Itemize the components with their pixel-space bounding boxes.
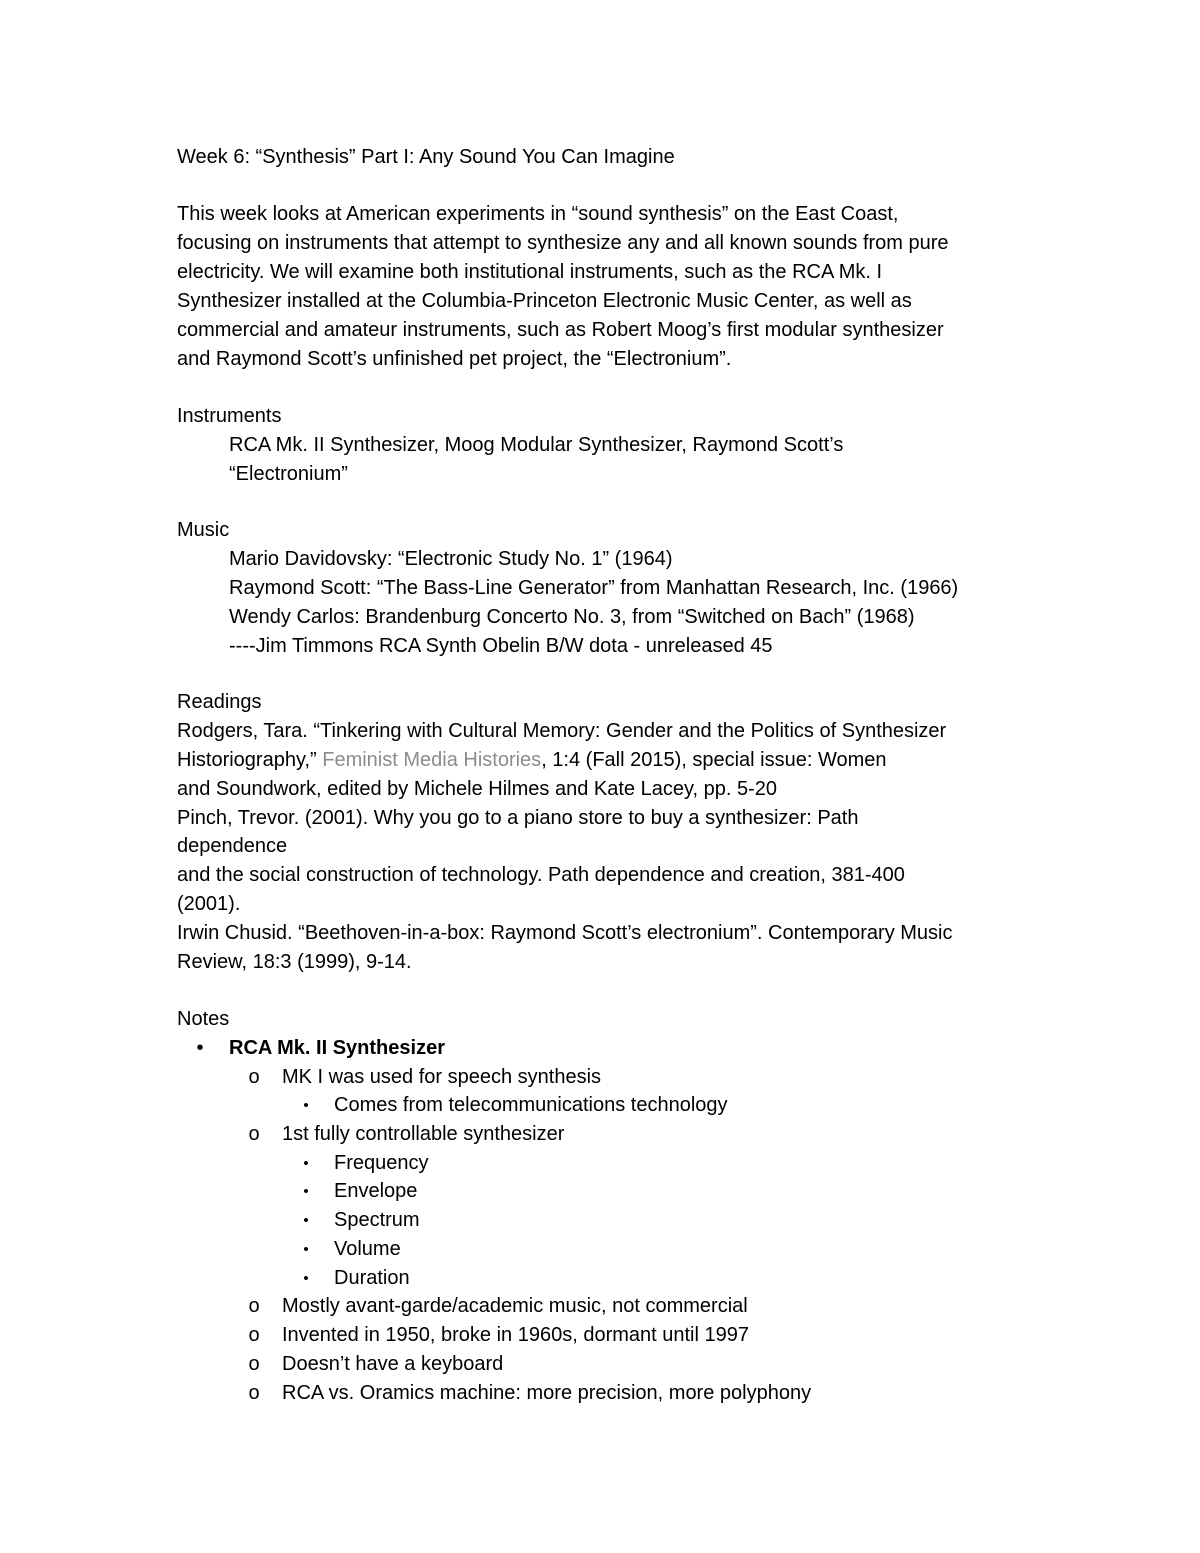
circle-bullet-icon: o	[248, 1066, 260, 1088]
music-line-4: ----Jim Timmons RCA Synth Obelin B/W dota - unreleased 45	[229, 635, 773, 657]
small-bullet-icon: •	[303, 1183, 309, 1200]
intro-line-1: This week looks at American experiments in “sound synthesis” on the East Coast,	[177, 203, 899, 225]
music-heading: Music	[177, 519, 230, 541]
reading-line-4: Pinch, Trevor. (2001). Why you go to a piano store to buy a synthesizer: Path	[177, 807, 859, 829]
notes-heading: Notes	[177, 1008, 230, 1030]
intro-line-2: focusing on instruments that attempt to synthesize any and all known sounds from pure	[177, 232, 949, 254]
notes-sub-2-child-4: Volume	[334, 1238, 401, 1260]
notes-sub-2: 1st fully controllable synthesizer	[282, 1123, 565, 1145]
circle-bullet-icon: o	[248, 1382, 260, 1404]
instruments-line-2: “Electronium”	[229, 463, 348, 485]
notes-item: RCA Mk. II Synthesizer	[229, 1037, 445, 1059]
notes-sub-4: Invented in 1950, broke in 1960s, dormant until 1997	[282, 1324, 749, 1346]
small-bullet-icon: •	[303, 1241, 309, 1258]
music-line-2: Raymond Scott: “The Bass-Line Generator” from Manhattan Research, Inc. (1966)	[229, 577, 959, 599]
circle-bullet-icon: o	[248, 1353, 260, 1375]
notes-sub-1-child-1: Comes from telecommunications technology	[334, 1094, 728, 1116]
instruments-heading: Instruments	[177, 405, 282, 427]
small-bullet-icon: •	[303, 1270, 309, 1287]
journal-link[interactable]: Feminist Media Histories	[322, 749, 542, 771]
reading-line-1: Rodgers, Tara. “Tinkering with Cultural Memory: Gender and the Politics of Synthesizer	[177, 720, 947, 742]
instruments-line-1: RCA Mk. II Synthesizer, Moog Modular Synthesizer, Raymond Scott’s	[229, 434, 844, 456]
bullet-icon: •	[196, 1037, 204, 1059]
small-bullet-icon: •	[303, 1155, 309, 1172]
notes-sub-6: RCA vs. Oramics machine: more precision, more polyphony	[282, 1382, 812, 1404]
reading-line-2-end: , 1:4 (Fall 2015), special issue: Women	[541, 749, 887, 771]
notes-sub-2-child-2: Envelope	[334, 1180, 418, 1202]
intro-line-3: electricity. We will examine both institutional instruments, such as the RCA Mk. I	[177, 261, 883, 283]
intro-line-4: Synthesizer installed at the Columbia-Princeton Electronic Music Center, as well as	[177, 290, 912, 312]
notes-sub-2-child-1: Frequency	[334, 1152, 429, 1174]
reading-line-9: Review, 18:3 (1999), 9-14.	[177, 951, 412, 973]
reading-line-6: and the social construction of technology. Path dependence and creation, 381-400	[177, 864, 905, 886]
music-line-3: Wendy Carlos: Brandenburg Concerto No. 3, from “Switched on Bach” (1968)	[229, 606, 915, 628]
notes-sub-2-child-5: Duration	[334, 1267, 410, 1289]
notes-sub-2-child-3: Spectrum	[334, 1209, 420, 1231]
circle-bullet-icon: o	[248, 1324, 260, 1346]
reading-line-2-start: Historiography,”	[177, 749, 323, 771]
notes-sub-5: Doesn’t have a keyboard	[282, 1353, 504, 1375]
reading-line-8: Irwin Chusid. “Beethoven-in-a-box: Raymond Scott’s electronium”. Contemporary Music	[177, 922, 953, 944]
small-bullet-icon: •	[303, 1097, 309, 1114]
reading-line-3: and Soundwork, edited by Michele Hilmes and Kate Lacey, pp. 5-20	[177, 778, 777, 800]
reading-line-5: dependence	[177, 835, 288, 857]
circle-bullet-icon: o	[248, 1123, 260, 1145]
notes-sub-1: MK I was used for speech synthesis	[282, 1066, 602, 1088]
page-title: Week 6: “Synthesis” Part I: Any Sound You Can Imagine	[177, 146, 675, 168]
music-line-1: Mario Davidovsky: “Electronic Study No. 1” (1964)	[229, 548, 673, 570]
reading-line-2	[177, 746, 887, 775]
reading-line-7: (2001).	[177, 893, 241, 915]
circle-bullet-icon: o	[248, 1295, 260, 1317]
readings-heading: Readings	[177, 691, 262, 713]
intro-line-5: commercial and amateur instruments, such as Robert Moog’s first modular synthesizer	[177, 319, 944, 341]
small-bullet-icon: •	[303, 1212, 309, 1229]
notes-sub-3: Mostly avant-garde/academic music, not commercial	[282, 1295, 748, 1317]
intro-line-6: and Raymond Scott’s unfinished pet project, the “Electronium”.	[177, 348, 732, 370]
